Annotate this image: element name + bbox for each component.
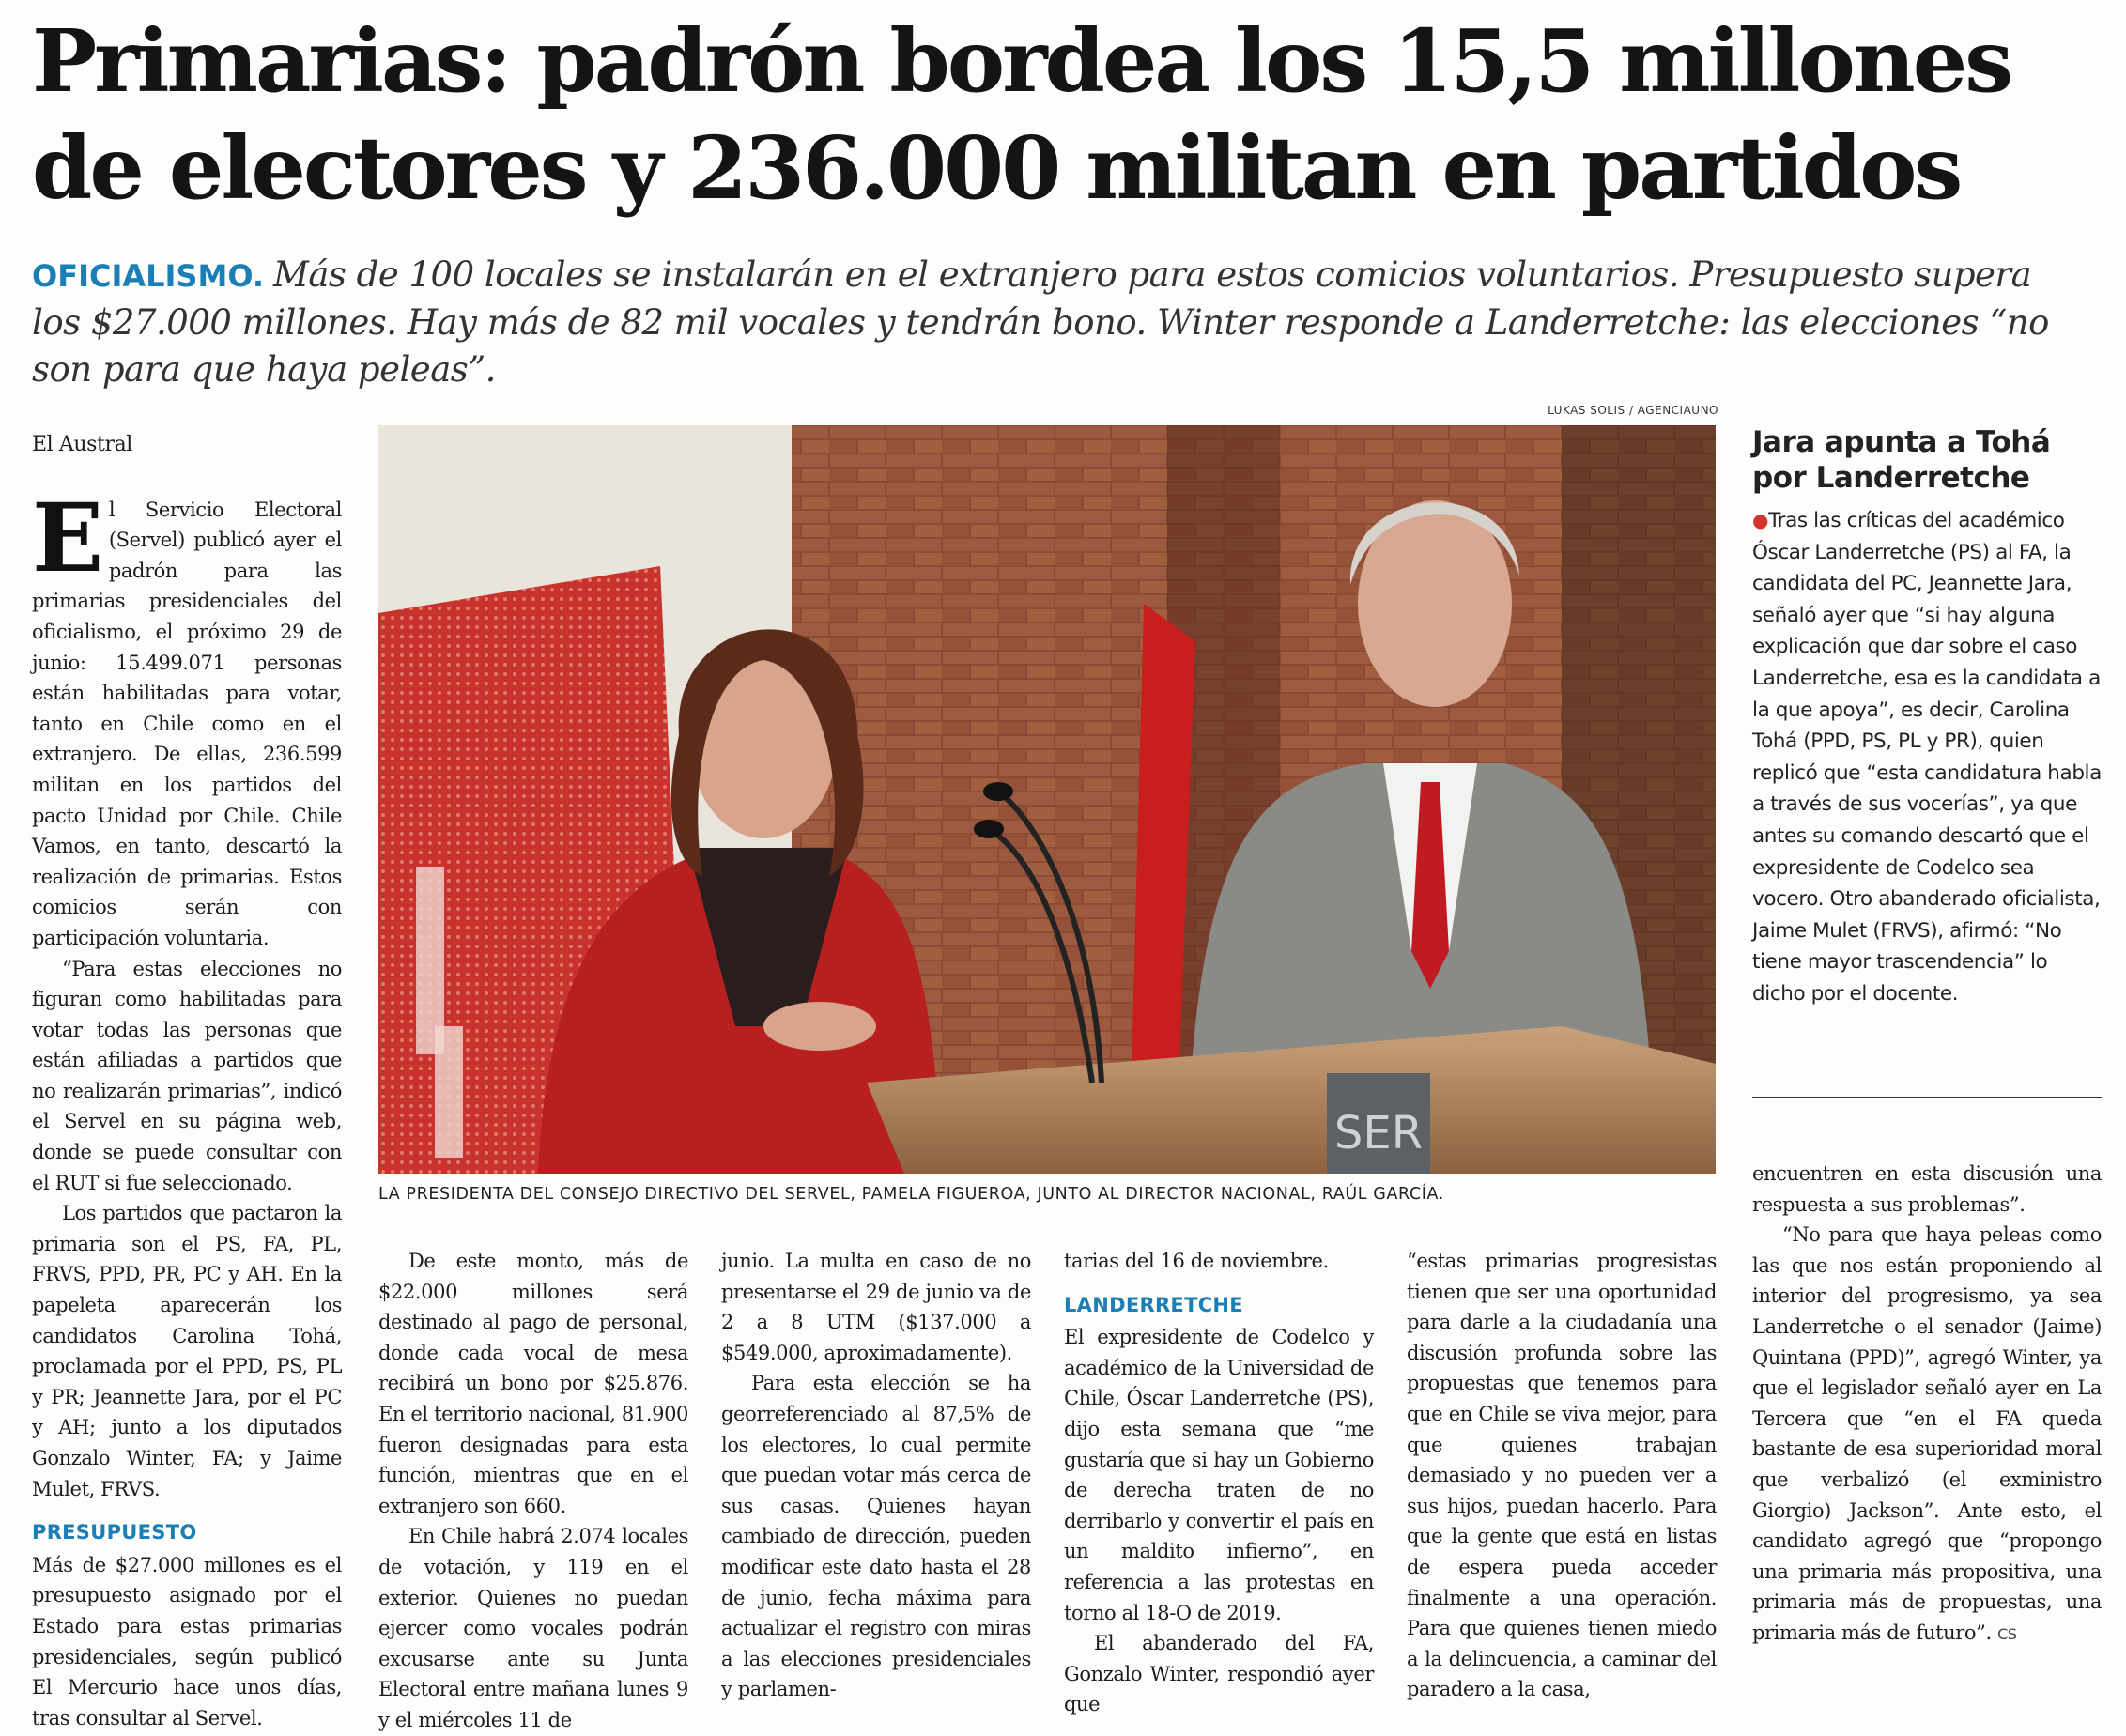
paragraph: encuentren en esta discusión una respuesta a sus problemas”. <box>1752 1162 2102 1216</box>
article-column-3 <box>721 1246 1031 1705</box>
paragraph: En Chile habrá 2.074 locales de votación, y 119 en el exterior. Quienes no puedan ejercer como vocales podrán excusarse ante su Junta Electoral entre mañana lunes 9 y el miércoles 11 de <box>378 1525 688 1731</box>
article-column-6 <box>1752 1159 2102 1651</box>
paragraph: De este monto, más de $22.000 millones será destinado al pago de personal, donde cada vocal de mesa recibirá un bono por $25.876. En el territorio nacional, 81.900 fueron designadas para esta función, mientras que en el extranjero son 660. <box>378 1250 688 1517</box>
article-column-2 <box>378 1246 688 1736</box>
paragraph-lead <box>32 482 342 954</box>
article-column-1 <box>32 430 342 1733</box>
deck <box>32 252 2088 393</box>
paragraph: Para esta elección se ha georreferenciado al 87,5% de los electores, lo cual permite que puedan votar más cerca de sus casas. Quienes hayan cambiado de dirección, pueden modificar este dato hasta el 28 de junio, fecha máxima para actualizar el registro con miras a las elecciones presidenciales y parlamen- <box>721 1372 1031 1701</box>
sidebar-divider <box>1752 1097 2102 1098</box>
end-mark: CS <box>1997 1624 2017 1643</box>
bullet-icon: ● <box>1752 509 1769 531</box>
headline-line-1: Primarias: padrón bordea los 15,5 millones <box>32 10 2011 112</box>
podium-logo: SER <box>1333 1107 1424 1160</box>
paragraph: El abanderado del FA, Gonzalo Winter, respondió ayer que <box>1064 1632 1374 1716</box>
sidebar-title: Jara apunta a Tohá por Landerretche <box>1752 425 2051 495</box>
paragraph-lead-text: l Servicio Electoral (Servel) publicó ayer el padrón para las primarias presidenciales del oficialismo, el próximo 29 de junio: 15.499.071 personas están habilitadas para votar, tanto en Chile como en el extranjero. De ellas, 236.599 militan en los partidos del pacto Unidad por Chile. Chile Vamos, en tanto, descartó la realización de primarias. Estos comicios serán con participación voluntaria. <box>32 498 342 949</box>
sidebar-text <box>1752 505 2102 1010</box>
paragraph: Los partidos que pactaron la primaria son el PS, FA, PL, FRVS, PPD, PR, PC y AH. En la papeleta aparecerán los candidatos Carolina Tohá, proclamada por el PPD, PS, PL y PR; Jeannette Jara, por el PC y AH; junto a los diputados Gonzalo Winter, FA; y Jaime Mulet, FRVS. <box>32 1202 342 1500</box>
article-column-5 <box>1407 1246 1717 1705</box>
photo-credit: LUKAS SOLIS / AGENCIAUNO <box>1548 404 1718 417</box>
subhead-presupuesto: PRESUPUESTO <box>32 1521 197 1544</box>
sidebar-box <box>1752 424 2102 1010</box>
paragraph: junio. La multa en caso de no presentarse el 29 de junio va de 2 a 8 UTM ($137.000 a $549.000, aproximadamente). <box>721 1250 1031 1364</box>
byline: El Austral <box>32 433 132 456</box>
paragraph: tarias del 16 de noviembre. <box>1064 1250 1329 1272</box>
photo-caption: LA PRESIDENTA DEL CONSEJO DIRECTIVO DEL SERVEL, PAMELA FIGUEROA, JUNTO AL DIRECTOR NACIONAL, RAÚL GARCÍA. <box>378 1185 1444 1204</box>
headline <box>32 8 2098 222</box>
paragraph: El expresidente de Codelco y académico de la Universidad de Chile, Óscar Landerretche (PS), dijo esta semana que “me gustaría que si hay un Gobierno de derecha traten de no derribarlo y convertir el país en un maldito infierno”, en referencia a las protestas en torno al 18-O de 2019. <box>1064 1326 1374 1624</box>
sidebar-body: Tras las críticas del académico Óscar Landerretche (PS) al FA, la candidata del PC, Jeannette Jara, señaló ayer que “si hay alguna explicación que dar sobre el caso Landerretche, esa es la candidata a la que apoya”, es decir, Carolina Tohá (PPD, PS, PL y PR), quien replicó que “esta candidatura habla a través de sus vocerías”, ya que antes su comando descartó que el expresidente de Codelco sea vocero. Otro abanderado oficialista, Jaime Mulet (FRVS), afirmó: “No tiene mayor trascendencia” lo dicho por el docente. <box>1752 509 2102 1006</box>
deck-kicker: OFICIALISMO. <box>32 258 264 294</box>
paragraph: Más de $27.000 millones es el presupuesto asignado por el Estado para estas primarias presidenciales, según publicó El Mercurio hace unos días, tras consultar al Servel. <box>32 1553 342 1729</box>
headline-line-2: de electores y 236.000 militan en partidos <box>32 117 1961 219</box>
paragraph: “estas primarias progresistas tienen que ser una oportunidad para darle a la ciudadanía una discusión profunda sobre las propuestas que tenemos para que en Chile se viva mejor, para que quienes trabajan demasiado y no pueden ver a sus hijos, puedan hacerlo. Para que la gente que está en listas de espera pueda acceder finalmente a una operación. Para que quienes tienen miedo a la delincuencia, a caminar del paradero a la casa, <box>1407 1250 1717 1701</box>
drop-cap: E <box>32 482 103 593</box>
photo-illustration <box>378 425 1716 1174</box>
paragraph <box>1752 1220 2102 1650</box>
paragraph: “Para estas elecciones no figuran como habilitadas para votar todas las personas que están afiliadas a partidos que no realizarán primarias”, indicó el Servel en su página web, donde se puede consultar con el RUT si fue seleccionado. <box>32 957 342 1194</box>
deck-text: Más de 100 locales se instalarán en el extranjero para estos comicios voluntarios. Presupuesto supera los $27.000 millones. Hay más de 82 mil vocales y tendrán bono. Winter responde a Landerretche: las elecciones “no son para que haya peleas”. <box>32 254 2049 390</box>
article-column-4 <box>1064 1246 1374 1720</box>
news-photo <box>378 425 1716 1174</box>
subhead-landerretche: LANDERRETCHE <box>1064 1293 1243 1316</box>
paragraph-text: “No para que haya peleas como las que nos están proponiendo al interior del progresismo, ya sea Landerretche o el senador (Jaime) Quintana (PPD)”, agregó Winter, ya que el legislador señaló ayer en La Tercera que “en el FA queda bastante de esa superioridad moral que verbalizó (el exministro Giorgio) Jackson”. Ante esto, el candidato agregó que “propongo una primaria más propositiva, una primaria más de propuestas, una primaria más de futuro”. <box>1752 1223 2102 1644</box>
